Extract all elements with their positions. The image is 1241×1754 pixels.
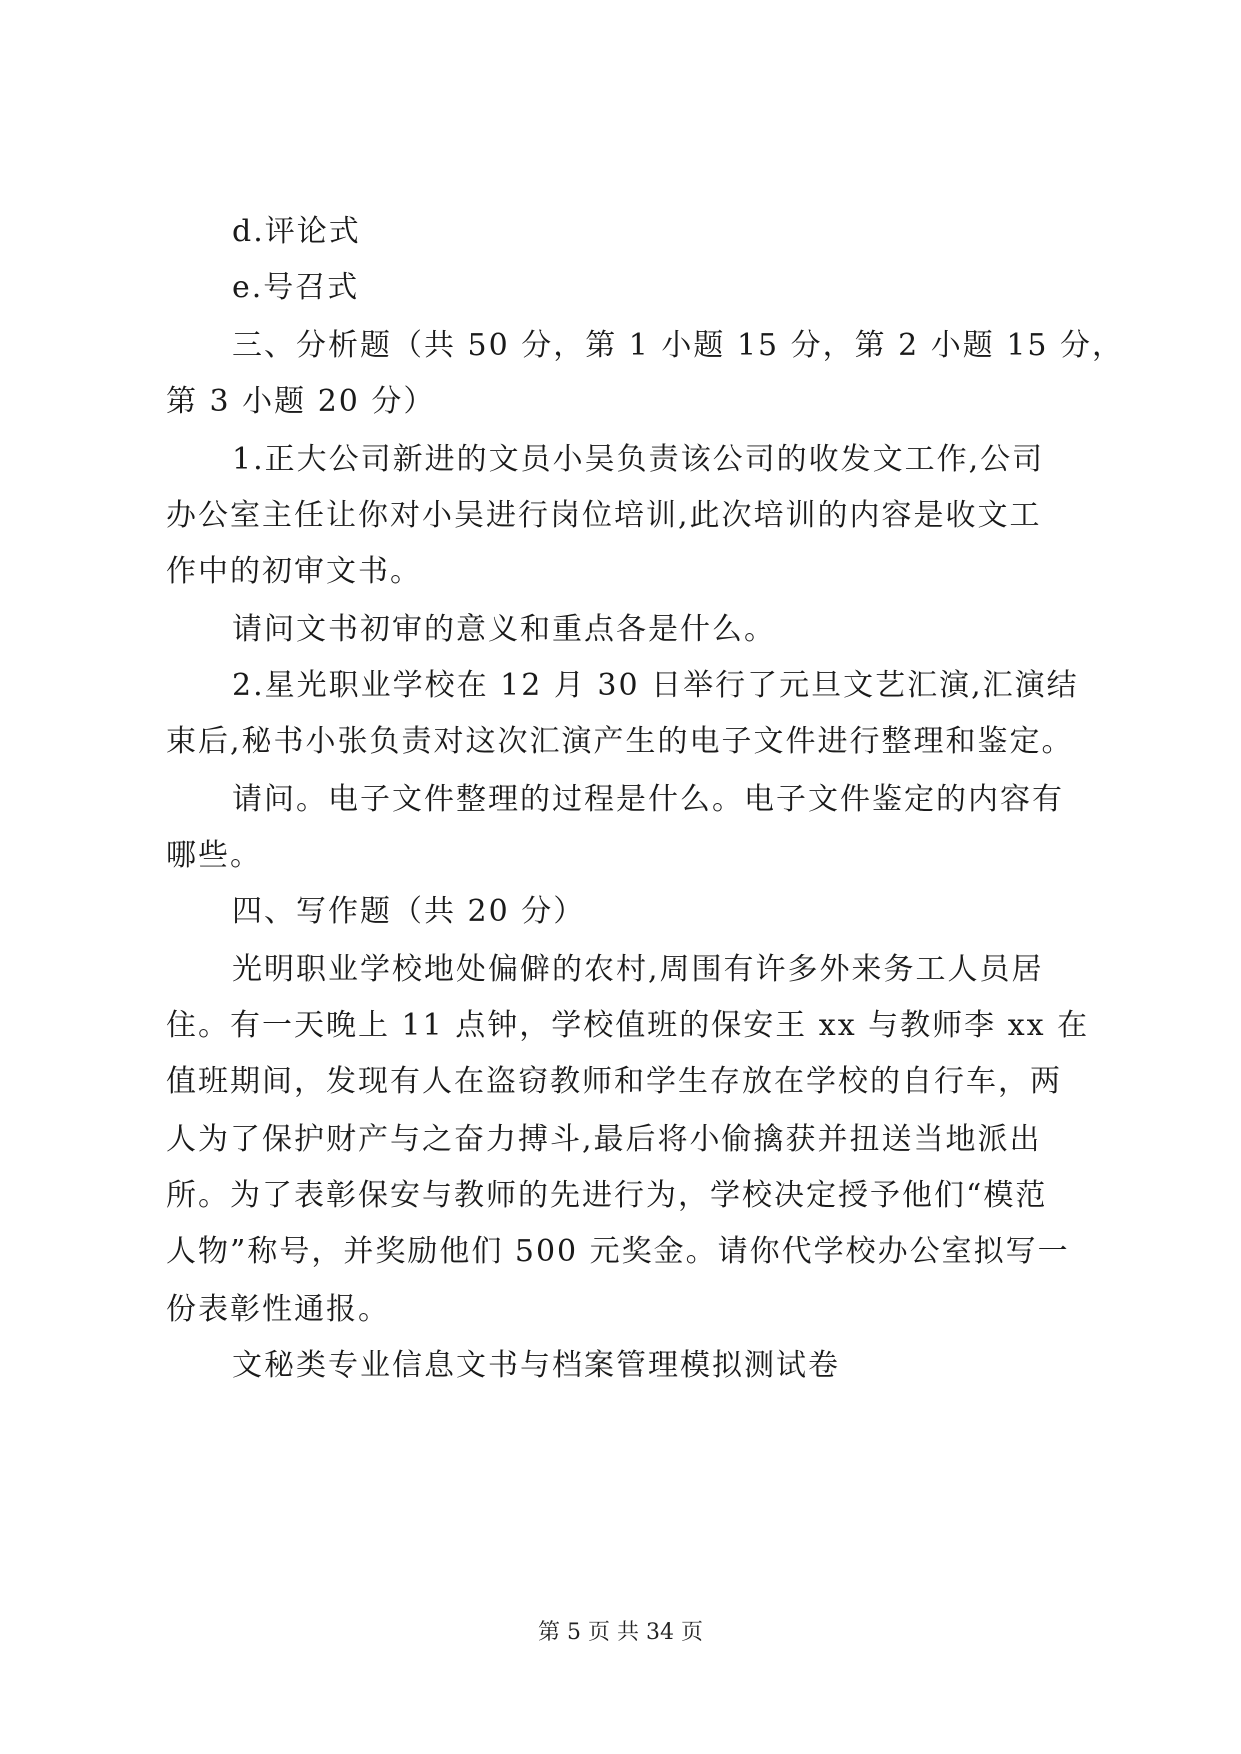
writing-line-5: 所。为了表彰保安与教师的先进行为，学校决定授予他们“模范 bbox=[166, 1178, 1048, 1213]
writing-line-6: 人物”称号，并奖励他们 500 元奖金。请你代学校办公室拟写一 bbox=[166, 1234, 1070, 1269]
question-2-ask-line-2: 哪些。 bbox=[166, 838, 262, 873]
page-footer: 第 5 页 共 34 页 bbox=[538, 1620, 703, 1645]
section-3-heading-cont: 第 3 小题 20 分） bbox=[166, 384, 436, 419]
document-title: 文秘类专业信息文书与档案管理模拟测试卷 bbox=[232, 1348, 840, 1383]
question-1-line-1: 1.正大公司新进的文员小吴负责该公司的收发文工作,公司 bbox=[232, 442, 1045, 477]
option-e: e.号召式 bbox=[232, 270, 360, 305]
question-1-ask: 请问文书初审的意义和重点各是什么。 bbox=[232, 612, 776, 647]
writing-line-4: 人为了保护财产与之奋力搏斗,最后将小偷擒获并扭送当地派出 bbox=[166, 1122, 1042, 1157]
question-2-line-1: 2.星光职业学校在 12 月 30 日举行了元旦文艺汇演,汇演结 bbox=[232, 668, 1079, 703]
question-1-line-3: 作中的初审文书。 bbox=[166, 554, 422, 589]
question-1-line-2: 办公室主任让你对小吴进行岗位培训,此次培训的内容是收文工 bbox=[166, 498, 1042, 533]
option-d: d.评论式 bbox=[232, 214, 361, 249]
section-4-heading: 四、写作题（共 20 分） bbox=[232, 894, 586, 929]
writing-line-2: 住。有一天晚上 11 点钟，学校值班的保安王 xx 与教师李 xx 在 bbox=[166, 1008, 1090, 1043]
question-2-ask-line-1: 请问。电子文件整理的过程是什么。电子文件鉴定的内容有 bbox=[232, 782, 1064, 817]
writing-line-3: 值班期间，发现有人在盗窃教师和学生存放在学校的自行车，两 bbox=[166, 1064, 1062, 1099]
writing-line-7: 份表彰性通报。 bbox=[166, 1292, 390, 1327]
section-3-heading: 三、分析题（共 50 分，第 1 小题 15 分，第 2 小题 15 分， bbox=[232, 328, 1125, 363]
question-2-line-2: 束后,秘书小张负责对这次汇演产生的电子文件进行整理和鉴定。 bbox=[166, 724, 1074, 759]
writing-line-1: 光明职业学校地处偏僻的农村,周围有许多外来务工人员居 bbox=[232, 952, 1044, 987]
